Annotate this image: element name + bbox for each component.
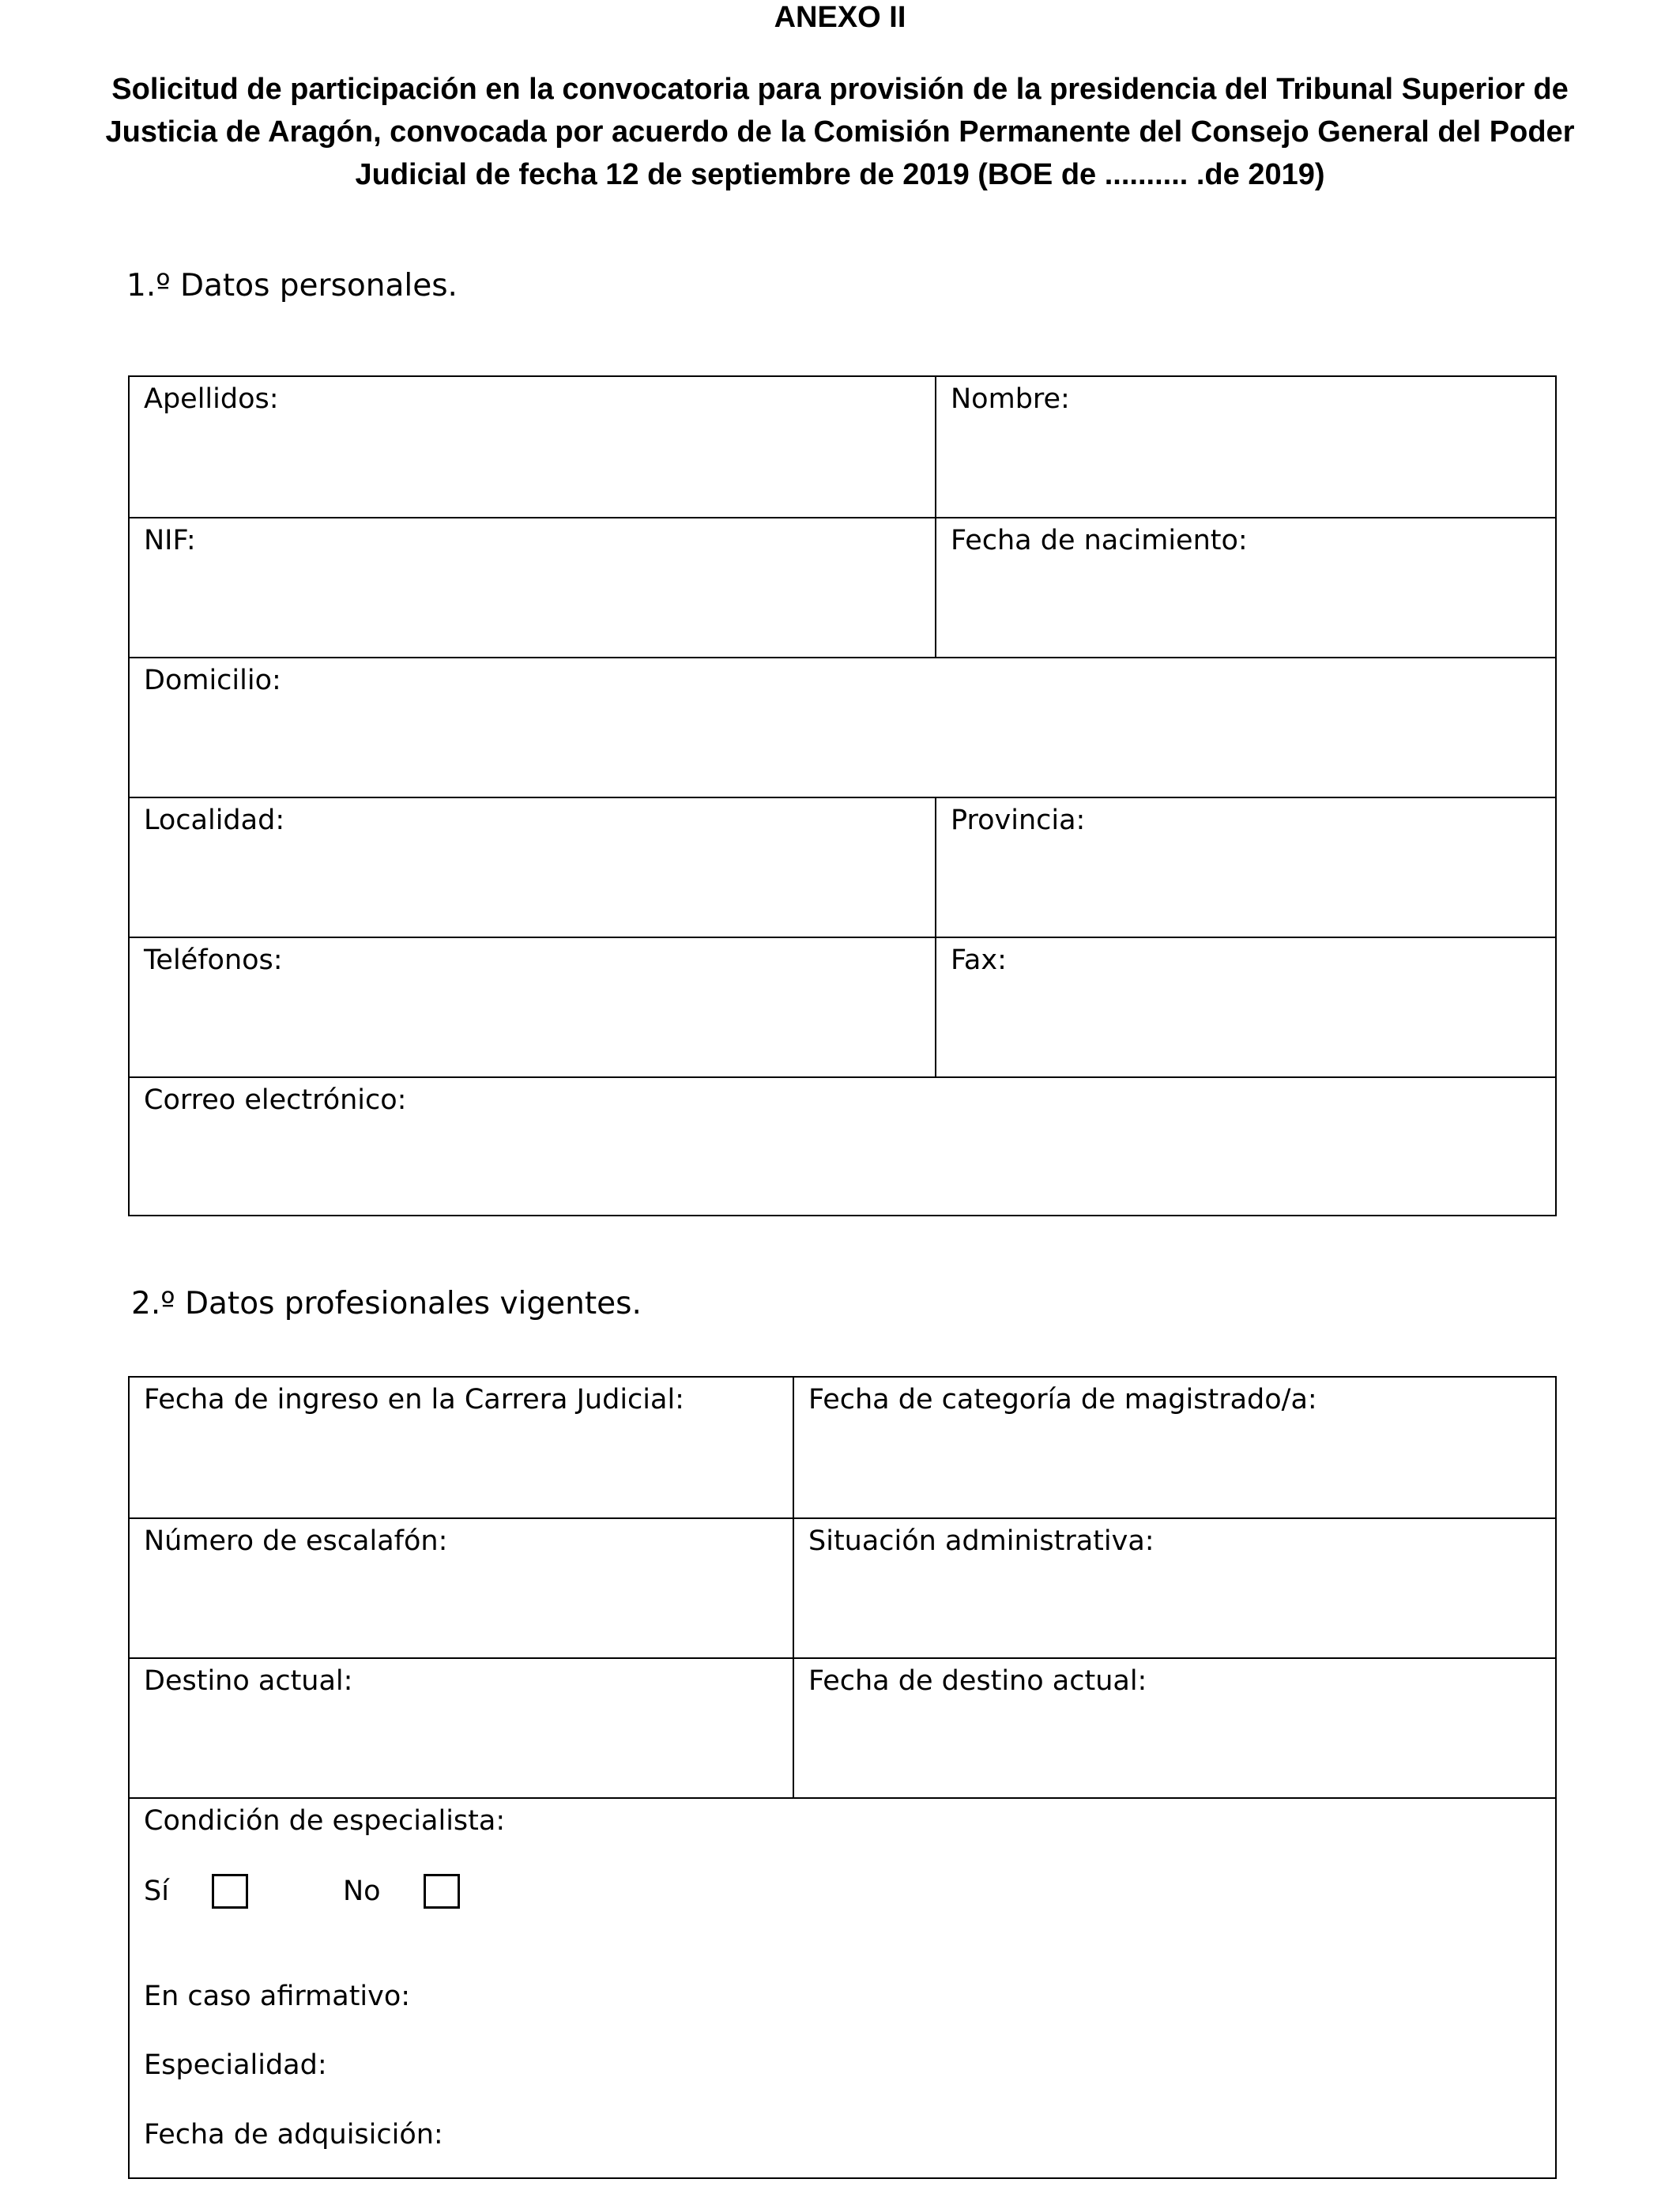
especialista-options <box>144 1872 460 1911</box>
professional-data-table <box>128 1376 1557 2179</box>
field-label: Apellidos: <box>144 383 279 415</box>
table-row <box>130 377 1555 517</box>
field-label: Fecha de ingreso en la Carrera Judicial: <box>144 1384 684 1416</box>
table-row <box>130 517 1555 657</box>
situacion-field[interactable] <box>793 1519 1555 1657</box>
telefonos-field[interactable] <box>130 938 935 1076</box>
table-row <box>130 797 1555 937</box>
option-no-checkbox[interactable] <box>424 1874 460 1909</box>
section-personal-title: 1.º Datos personales. <box>126 268 458 303</box>
especialista-section <box>130 1799 1555 2177</box>
domicilio-field[interactable] <box>130 658 1555 797</box>
localidad-field[interactable] <box>130 798 935 937</box>
field-label: Destino actual: <box>144 1665 353 1697</box>
fecha-nacimiento-field[interactable] <box>935 518 1555 657</box>
field-label: Fecha de destino actual: <box>808 1665 1147 1697</box>
table-row <box>130 937 1555 1076</box>
section-professional-title: 2.º Datos profesionales vigentes. <box>131 1286 642 1321</box>
field-label: Correo electrónico: <box>144 1084 407 1116</box>
field-label: Nombre: <box>951 383 1070 415</box>
option-no-label: No <box>342 1875 381 1907</box>
fecha-categoria-field[interactable] <box>793 1378 1555 1517</box>
numero-escalafon-field[interactable] <box>130 1519 793 1657</box>
field-label: Domicilio: <box>144 665 281 696</box>
document-title: Solicitud de participación en la convocatoria para provisión de la presidencia del Tribunal Superior de Justicia de Aragón, convocada por acuerdo de la Comisión Permanente del Consejo General del Poder Judicial de fecha 12 de septiembre de 2019 (BOE de .......... .de 2019) <box>105 73 1575 191</box>
table-row <box>130 1517 1555 1657</box>
provincia-field[interactable] <box>935 798 1555 937</box>
table-row <box>130 1378 1555 1517</box>
field-label: NIF: <box>144 525 196 556</box>
nombre-field[interactable] <box>935 377 1555 517</box>
especialidad-field[interactable]: Especialidad: <box>144 2049 327 2081</box>
field-label: Fecha de nacimiento: <box>951 525 1248 556</box>
en-caso-afirmativo-label: En caso afirmativo: <box>144 1981 411 2012</box>
table-row <box>130 1797 1555 2177</box>
table-row <box>130 1076 1555 1215</box>
field-label: Fax: <box>951 944 1007 976</box>
annex-title: ANEXO II <box>774 1 906 34</box>
field-label: Fecha de categoría de magistrado/a: <box>808 1384 1317 1416</box>
option-si-checkbox[interactable] <box>212 1874 248 1909</box>
apellidos-field[interactable] <box>130 377 935 517</box>
table-row <box>130 657 1555 797</box>
destino-actual-field[interactable] <box>130 1659 793 1797</box>
fecha-ingreso-field[interactable] <box>130 1378 793 1517</box>
option-si-label: Sí <box>144 1875 169 1907</box>
field-label: Provincia: <box>951 805 1086 836</box>
field-label: Localidad: <box>144 805 285 836</box>
table-row <box>130 1657 1555 1797</box>
personal-data-table <box>128 375 1557 1216</box>
fecha-destino-field[interactable] <box>793 1659 1555 1797</box>
fecha-adquisicion-field[interactable]: Fecha de adquisición: <box>144 2119 443 2151</box>
fax-field[interactable] <box>935 938 1555 1076</box>
field-label: Teléfonos: <box>144 944 283 976</box>
field-label: Número de escalafón: <box>144 1525 448 1557</box>
field-label: Condición de especialista: <box>144 1805 506 1837</box>
nif-field[interactable] <box>130 518 935 657</box>
field-label: Situación administrativa: <box>808 1525 1155 1557</box>
correo-field[interactable] <box>130 1078 1555 1215</box>
